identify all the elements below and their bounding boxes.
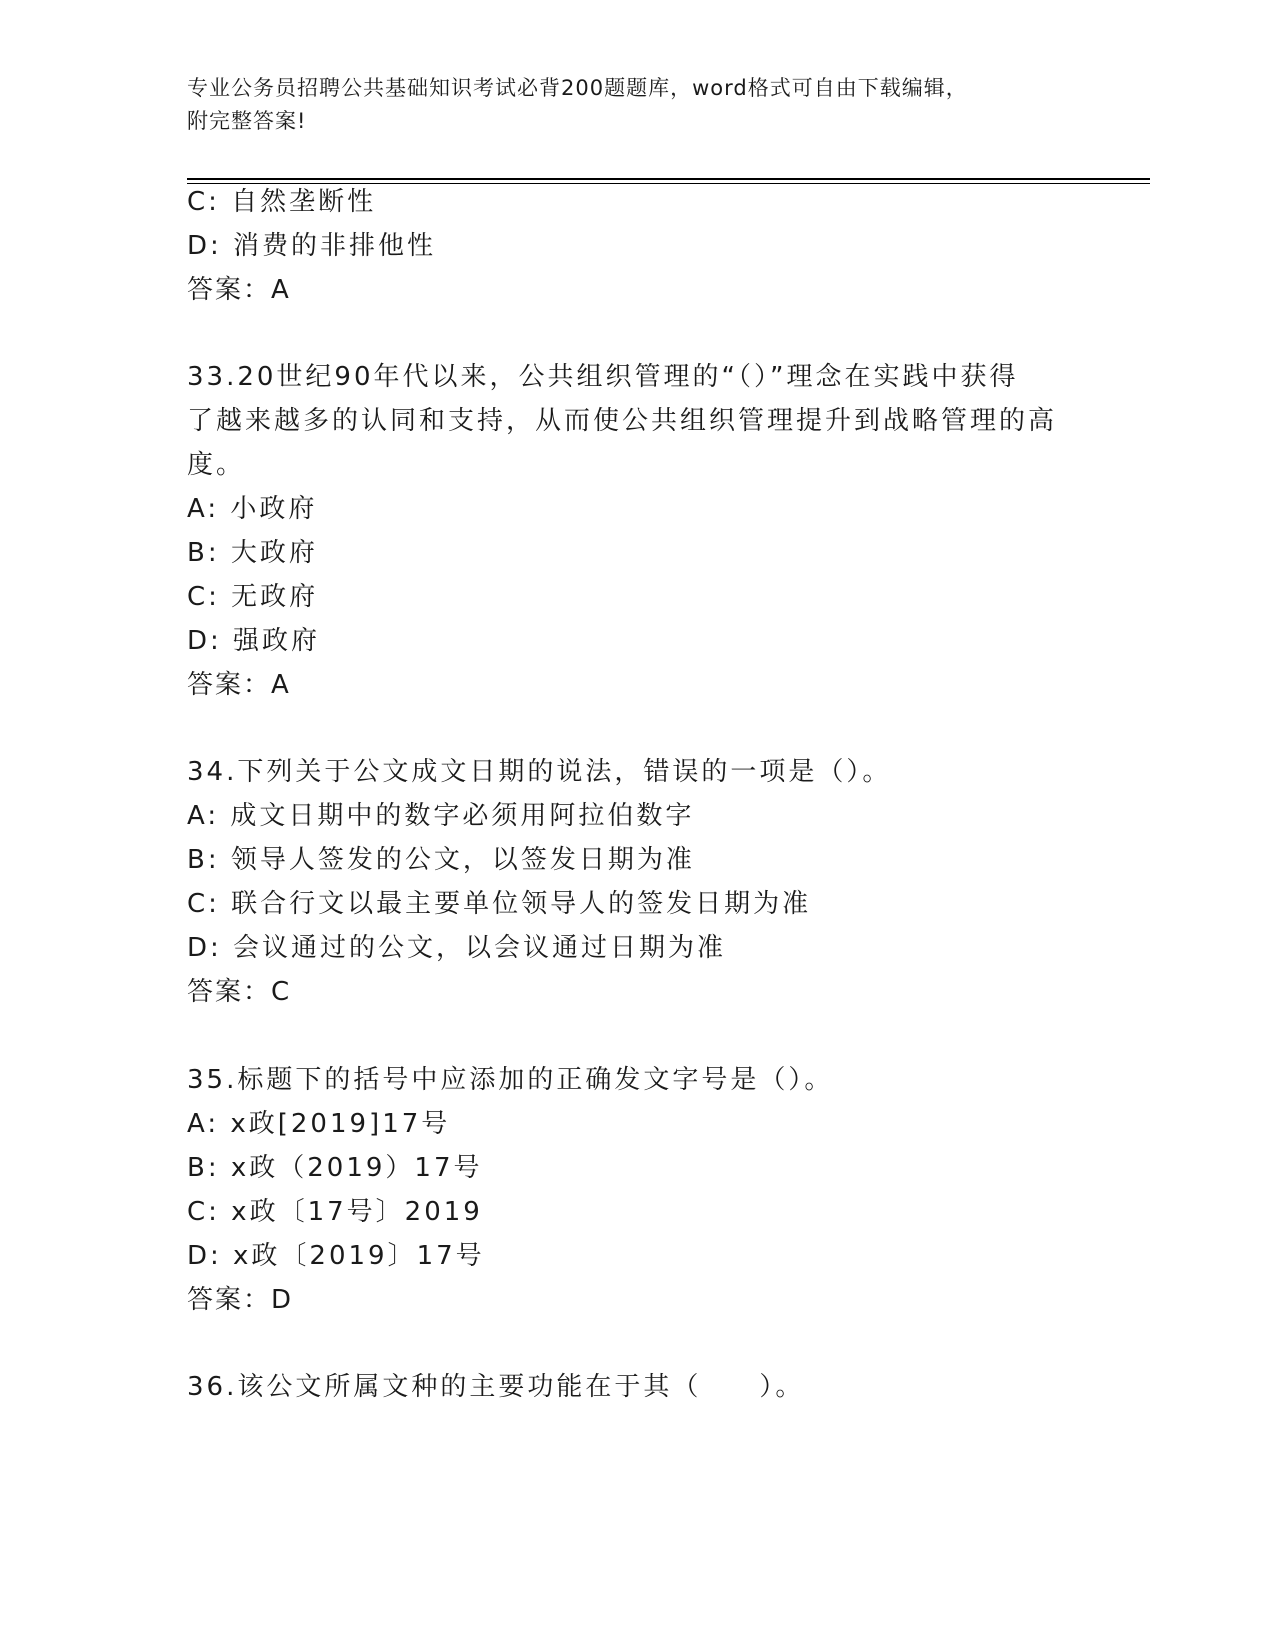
option-line: C: 无政府	[187, 582, 319, 612]
question-line: 35.标题下的括号中应添加的正确发文字号是（）。	[187, 1065, 834, 1095]
option-line: A: 成文日期中的数字必须用阿拉伯数字	[187, 801, 695, 831]
answer-line: 答案：D	[187, 1285, 294, 1315]
document-header	[187, 72, 1087, 138]
option-line: B: 大政府	[187, 538, 318, 568]
header-line-1: 专业公务员招聘公共基础知识考试必背200题题库，word格式可自由下载编辑，	[187, 76, 968, 100]
option-line: C: x政〔17号〕2019	[187, 1197, 483, 1227]
question-line: 33.20世纪90年代以来，公共组织管理的“（）”理念在实践中获得	[187, 362, 1019, 392]
option-line: A: x政[2019]17号	[187, 1109, 451, 1139]
header-line-2: 附完整答案!	[187, 109, 307, 133]
option-line: D: x政〔2019〕17号	[187, 1241, 485, 1271]
option-line: D: 会议通过的公文，以会议通过日期为准	[187, 933, 727, 963]
question-line: 了越来越多的认同和支持，从而使公共组织管理提升到战略管理的高	[187, 406, 1058, 436]
option-line: B: x政（2019）17号	[187, 1153, 483, 1183]
option-line: D: 消费的非排他性	[187, 231, 437, 261]
answer-line: 答案：A	[187, 275, 291, 305]
answer-line: 答案：A	[187, 670, 291, 700]
question-line: 36.该公文所属文种的主要功能在于其（ ）。	[187, 1372, 805, 1402]
question-line: 度。	[187, 450, 246, 480]
option-line: B: 领导人签发的公文，以签发日期为准	[187, 845, 695, 875]
option-line: A: 小政府	[187, 494, 318, 524]
option-line: D: 强政府	[187, 626, 321, 656]
answer-line: 答案：C	[187, 977, 292, 1007]
option-line: C: 自然垄断性	[187, 187, 377, 217]
option-line: C: 联合行文以最主要单位领导人的签发日期为准	[187, 889, 812, 919]
question-line: 34.下列关于公文成文日期的说法，错误的一项是（）。	[187, 757, 892, 787]
